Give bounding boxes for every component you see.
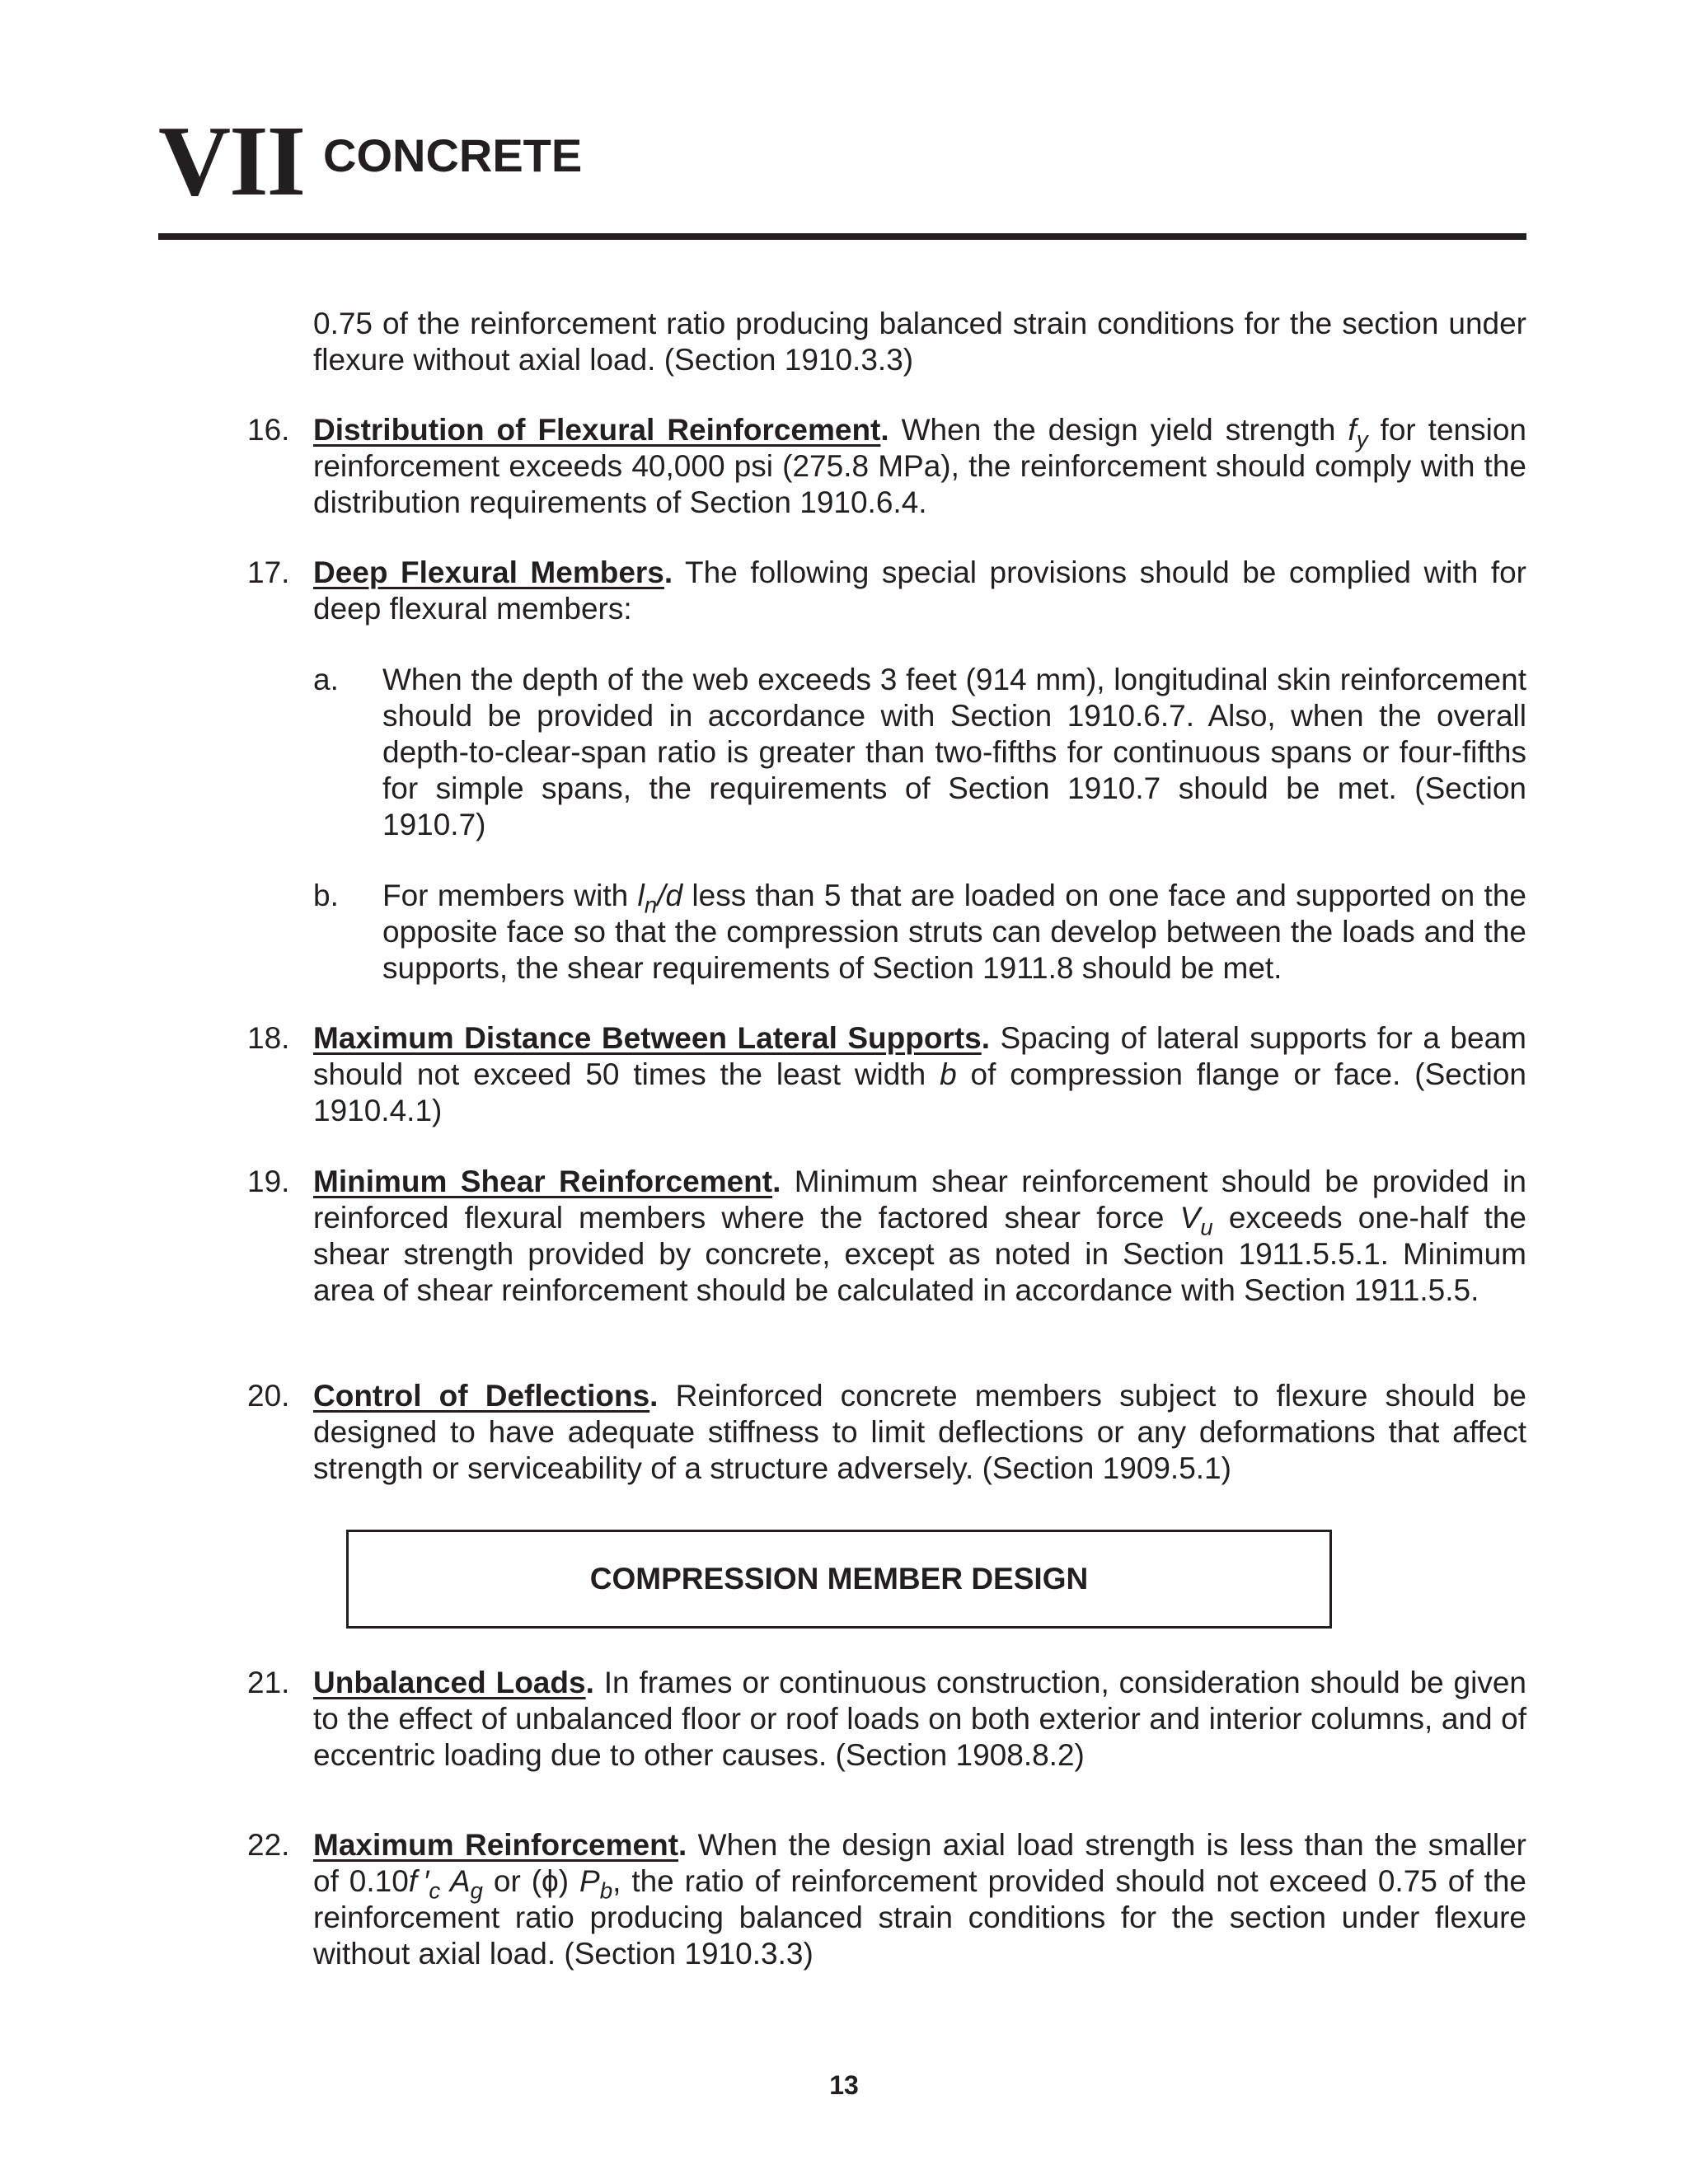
sub-item-letter: b. (313, 879, 339, 912)
item-number: 22. (247, 1828, 290, 1862)
item-number: 21. (247, 1666, 290, 1699)
item-number: 17. (247, 555, 290, 589)
item-22: 22. Maximum Reinforcement. When the design axial load strength is less than the smaller of 0.10f $'_c$ $A_g$ or (ϕ) $P_b$, the ratio of reinforcement provided should not exceed 0.75 of the reinforcement ratio producing balanced strain conditions for the section under flexure without axial load. (Section 1910.3.3) (247, 1828, 1526, 1971)
item-heading: Distribution of Flexural Reinforcement (313, 413, 881, 447)
item-number: 20. (247, 1379, 290, 1413)
item-18: 18. Maximum Distance Between Lateral Supports. Spacing of lateral supports for a beam should not exceed 50 times the least width b of compression flange or face. (Section 1910.4.1) (247, 1021, 1526, 1127)
sub-item-letter: a. (313, 663, 339, 696)
item-heading: Control of Deflections (313, 1379, 650, 1413)
item-heading: Minimum Shear Reinforcement (313, 1165, 773, 1198)
chapter-header (158, 105, 1526, 243)
chapter-title: CONCRETE (323, 129, 583, 181)
section-heading-box: COMPRESSION MEMBER DESIGN (346, 1530, 1332, 1629)
item-17a: a. When the depth of the web exceeds 3 feet (914 mm), longitudinal skin reinforcement should be provided in accordance with Section 1910.6.7. Also, when the overall depth-to-clear-span ratio is greater than two-fifths for continuous spans or four-fifths for simple spans, the requirements of Section 1910.7 should be met. (Section 1910.7) (313, 663, 1526, 841)
item-21: 21. Unbalanced Loads. In frames or continuous construction, consideration should be given to the effect of unbalanced floor or roof loads on both exterior and interior columns, and of eccentric loading due to other causes. (Section 1908.8.2) (247, 1666, 1527, 1772)
item-16: 16. Distribution of Flexural Reinforcement. When the design yield strength $f_y$ for tension reinforcement exceeds 40,000 psi (275.8 MPa), the reinforcement should comply with the distribution requirements of Section 1910.6.4. (247, 413, 1526, 519)
item-heading: Deep Flexural Members (313, 555, 664, 589)
item-heading: Maximum Distance Between Lateral Supports (313, 1021, 982, 1055)
item-heading: Maximum Reinforcement (313, 1828, 679, 1862)
page-number: 13 (829, 2070, 859, 2100)
item-17: 17. Deep Flexural Members. The following special provisions should be complied with for deep flexural members: (247, 555, 1526, 626)
item-number: 18. (247, 1021, 290, 1055)
item-number: 19. (247, 1165, 290, 1198)
item-number: 16. (247, 413, 290, 447)
intro-paragraph: 0.75 of the reinforcement ratio producing balanced strain conditions for the section under flexure without axial load. (Section 1910.3.3) (313, 307, 1526, 377)
chapter-roman-numeral: VII (158, 105, 305, 217)
item-17b: b. For members with $l_n/d$ less than 5 that are loaded on one face and supported on the opposite face so that the compression struts can develop between the loads and the supports, the shear requirements of Section 1911.8 should be met. (313, 879, 1526, 985)
item-heading: Unbalanced Loads (313, 1666, 586, 1699)
item-20: 20. Control of Deflections. Reinforced concrete members subject to flexure should be designed to have adequate stiffness to limit deflections or any deformations that affect strength or serviceability of a structure adversely. (Section 1909.5.1) (247, 1379, 1526, 1485)
header-rule (158, 233, 1526, 240)
item-19: 19. Minimum Shear Reinforcement. Minimum shear reinforcement should be provided in reinforced flexural members where the factored shear force $V_u$ exceeds one-half the shear strength provided by concrete, except as noted in Section 1911.5.5.1. Minimum area of shear reinforcement should be calculated in accordance with Section 1911.5.5. (247, 1165, 1527, 1307)
